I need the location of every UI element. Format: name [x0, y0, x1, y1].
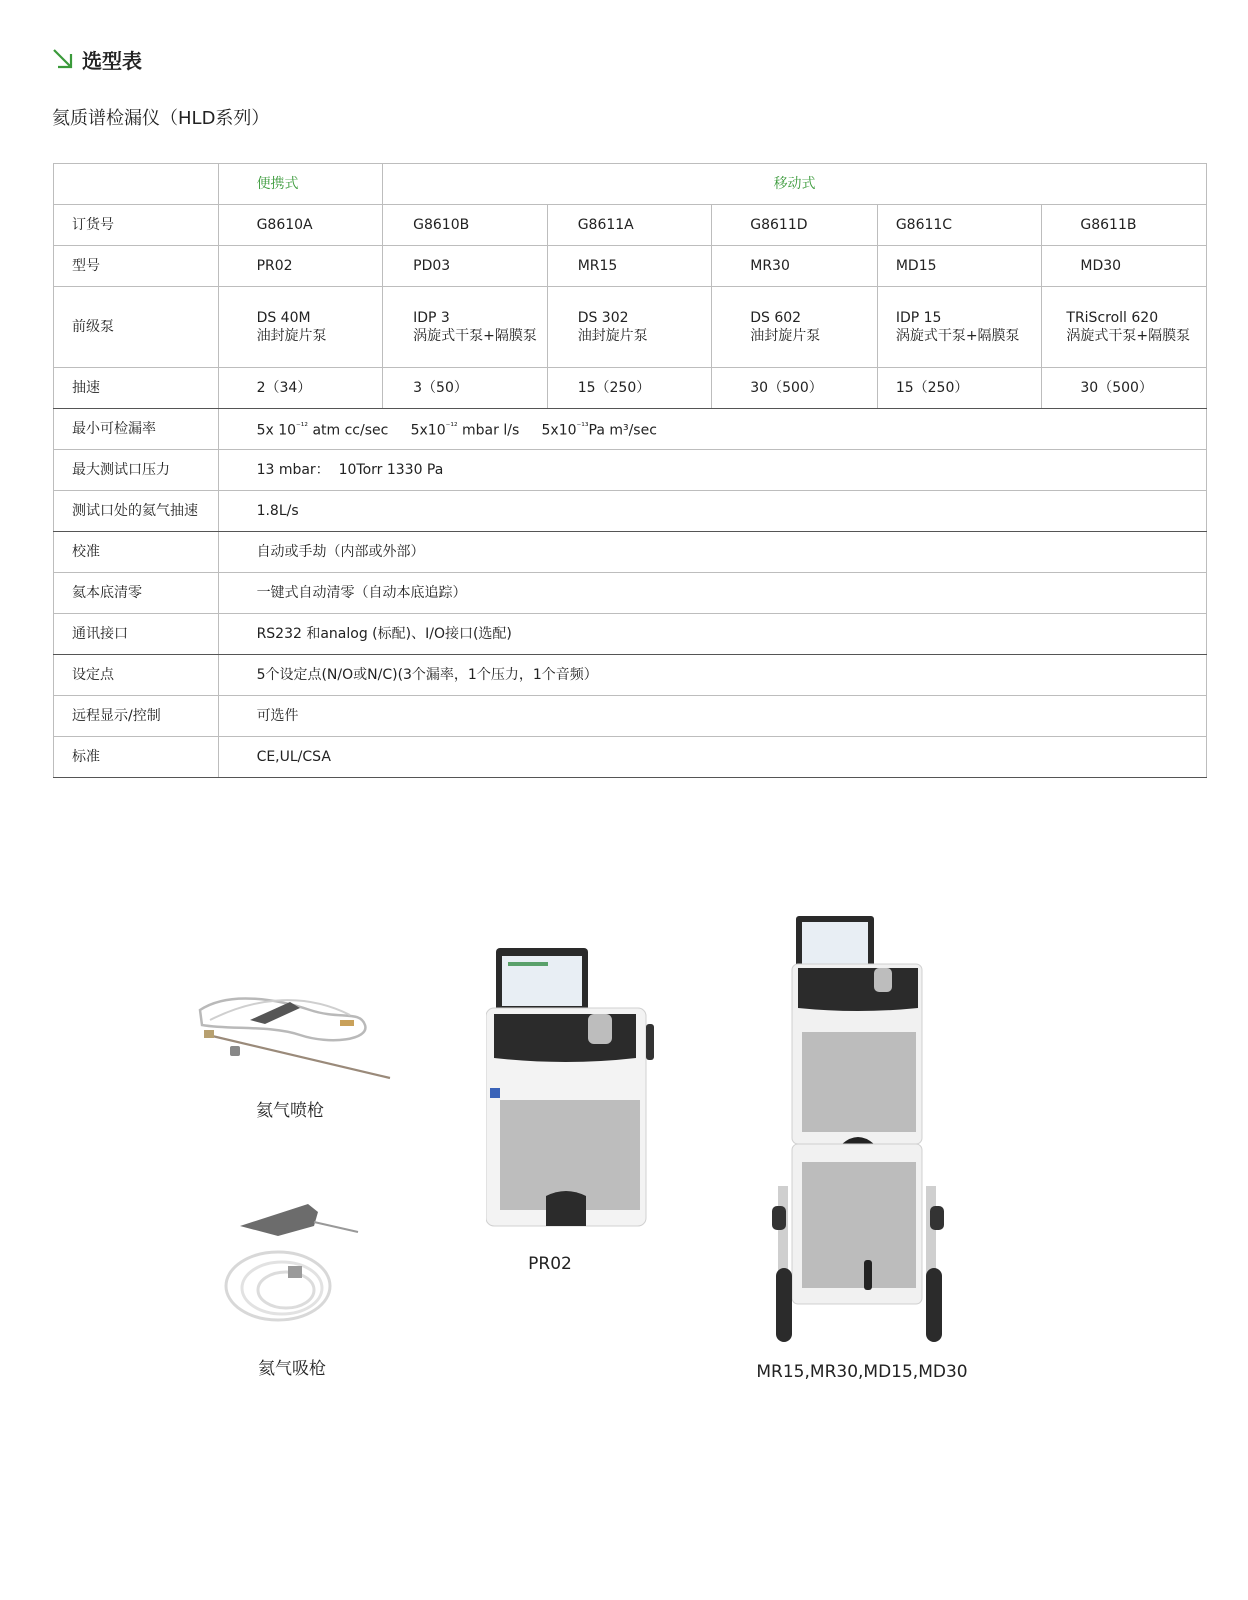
- table-cell: 5个设定点(N/O或N/C)(3个漏率，1个压力，1个音频）: [218, 655, 1206, 696]
- table-row-min-leak: [54, 409, 1207, 450]
- table-cell: MR30: [712, 246, 878, 287]
- section-heading: [52, 44, 142, 74]
- row-label: 校准: [54, 532, 219, 573]
- table-row-zero: [54, 573, 1207, 614]
- table-row-calibration: [54, 532, 1207, 573]
- row-label: 前级泵: [54, 287, 219, 368]
- table-cell: G8610A: [218, 205, 383, 246]
- cart-caption: MR15,MR30,MD15,MD30: [756, 1362, 968, 1382]
- table-row-pump: [54, 287, 1207, 368]
- section-title: 选型表: [82, 48, 142, 73]
- selection-table: [53, 163, 1207, 778]
- table-cell: G8611C: [877, 205, 1042, 246]
- sniffer-caption: 氦气吸枪: [258, 1359, 326, 1379]
- table-cell: 30（500）: [712, 368, 878, 409]
- table-cell: 30（500）: [1042, 368, 1207, 409]
- row-label: 抽速: [54, 368, 219, 409]
- table-cell: DS 302 油封旋片泵: [547, 287, 712, 368]
- table-cell: CE,UL/CSA: [218, 737, 1206, 778]
- table-cell: DS 602 油封旋片泵: [712, 287, 878, 368]
- group-mobile: 移动式: [383, 164, 1207, 205]
- table-cell: 2（34）: [218, 368, 383, 409]
- table-cell: TRiScroll 620 涡旋式干泵+隔膜泵: [1042, 287, 1207, 368]
- pr02-leak-detector-image: [486, 948, 671, 1228]
- table-row-group-header: [54, 164, 1207, 205]
- table-row-order: [54, 205, 1207, 246]
- table-cell: IDP 15 涡旋式干泵+隔膜泵: [877, 287, 1042, 368]
- table-cell: IDP 3 涡旋式干泵+隔膜泵: [383, 287, 548, 368]
- table-cell: 3（50）: [383, 368, 548, 409]
- table-cell: G8611A: [547, 205, 712, 246]
- table-cell: MD30: [1042, 246, 1207, 287]
- table-cell: 5x $10^{^{-12}}$ atm cc/sec $5x10^{^{-12}}$ mbar l/s $5x10^{^{-13}}Pa$ m³/sec: [218, 409, 1206, 450]
- table-row-remote: [54, 696, 1207, 737]
- table-row-comm: [54, 614, 1207, 655]
- table-row-speed: [54, 368, 1207, 409]
- arrow-down-right-icon: [52, 48, 74, 70]
- table-cell: 15（250）: [547, 368, 712, 409]
- group-portable: 便携式: [218, 164, 383, 205]
- table-cell: 可选件: [218, 696, 1206, 737]
- table-cell: G8610B: [383, 205, 548, 246]
- table-cell-empty: [54, 164, 219, 205]
- row-label: 型号: [54, 246, 219, 287]
- table-cell: PR02: [218, 246, 383, 287]
- row-label: 设定点: [54, 655, 219, 696]
- product-subtitle: 氦质谱检漏仪（HLD系列）: [52, 108, 270, 129]
- table-cell: MR15: [547, 246, 712, 287]
- table-cell: 15（250）: [877, 368, 1042, 409]
- table-row-setpoint: [54, 655, 1207, 696]
- table-row-max-pressure: [54, 450, 1207, 491]
- row-label: 标准: [54, 737, 219, 778]
- table-cell: 一键式自动清零（自动本底追踪）: [218, 573, 1206, 614]
- table-row-standard: [54, 737, 1207, 778]
- row-label: 订货号: [54, 205, 219, 246]
- table-cell: PD03: [383, 246, 548, 287]
- row-label: 通讯接口: [54, 614, 219, 655]
- table-row-he-speed: [54, 491, 1207, 532]
- sniffer-probe-image: [218, 1196, 368, 1336]
- table-cell: G8611B: [1042, 205, 1207, 246]
- table-cell: 自动或手劫（内部或外部）: [218, 532, 1206, 573]
- table-cell: DS 40M 油封旋片泵: [218, 287, 383, 368]
- cart-leak-detector-image: [772, 916, 952, 1346]
- table-cell: MD15: [877, 246, 1042, 287]
- row-label: 氦本底清零: [54, 573, 219, 614]
- table-cell: RS232 和analog (标配)、I/O接口(选配): [218, 614, 1206, 655]
- table-cell: 1.8L/s: [218, 491, 1206, 532]
- pr02-caption: PR02: [528, 1254, 572, 1274]
- row-label: 最小可检漏率: [54, 409, 219, 450]
- row-label: 测试口处的氦气抽速: [54, 491, 219, 532]
- table-row-model: [54, 246, 1207, 287]
- spray-gun-image: [190, 990, 400, 1090]
- row-label: 远程显示/控制: [54, 696, 219, 737]
- spray-gun-caption: 氦气喷枪: [256, 1101, 324, 1121]
- table-cell: G8611D: [712, 205, 878, 246]
- row-label: 最大测试口压力: [54, 450, 219, 491]
- table-cell: 13 mbar： 10Torr 1330 Pa: [218, 450, 1206, 491]
